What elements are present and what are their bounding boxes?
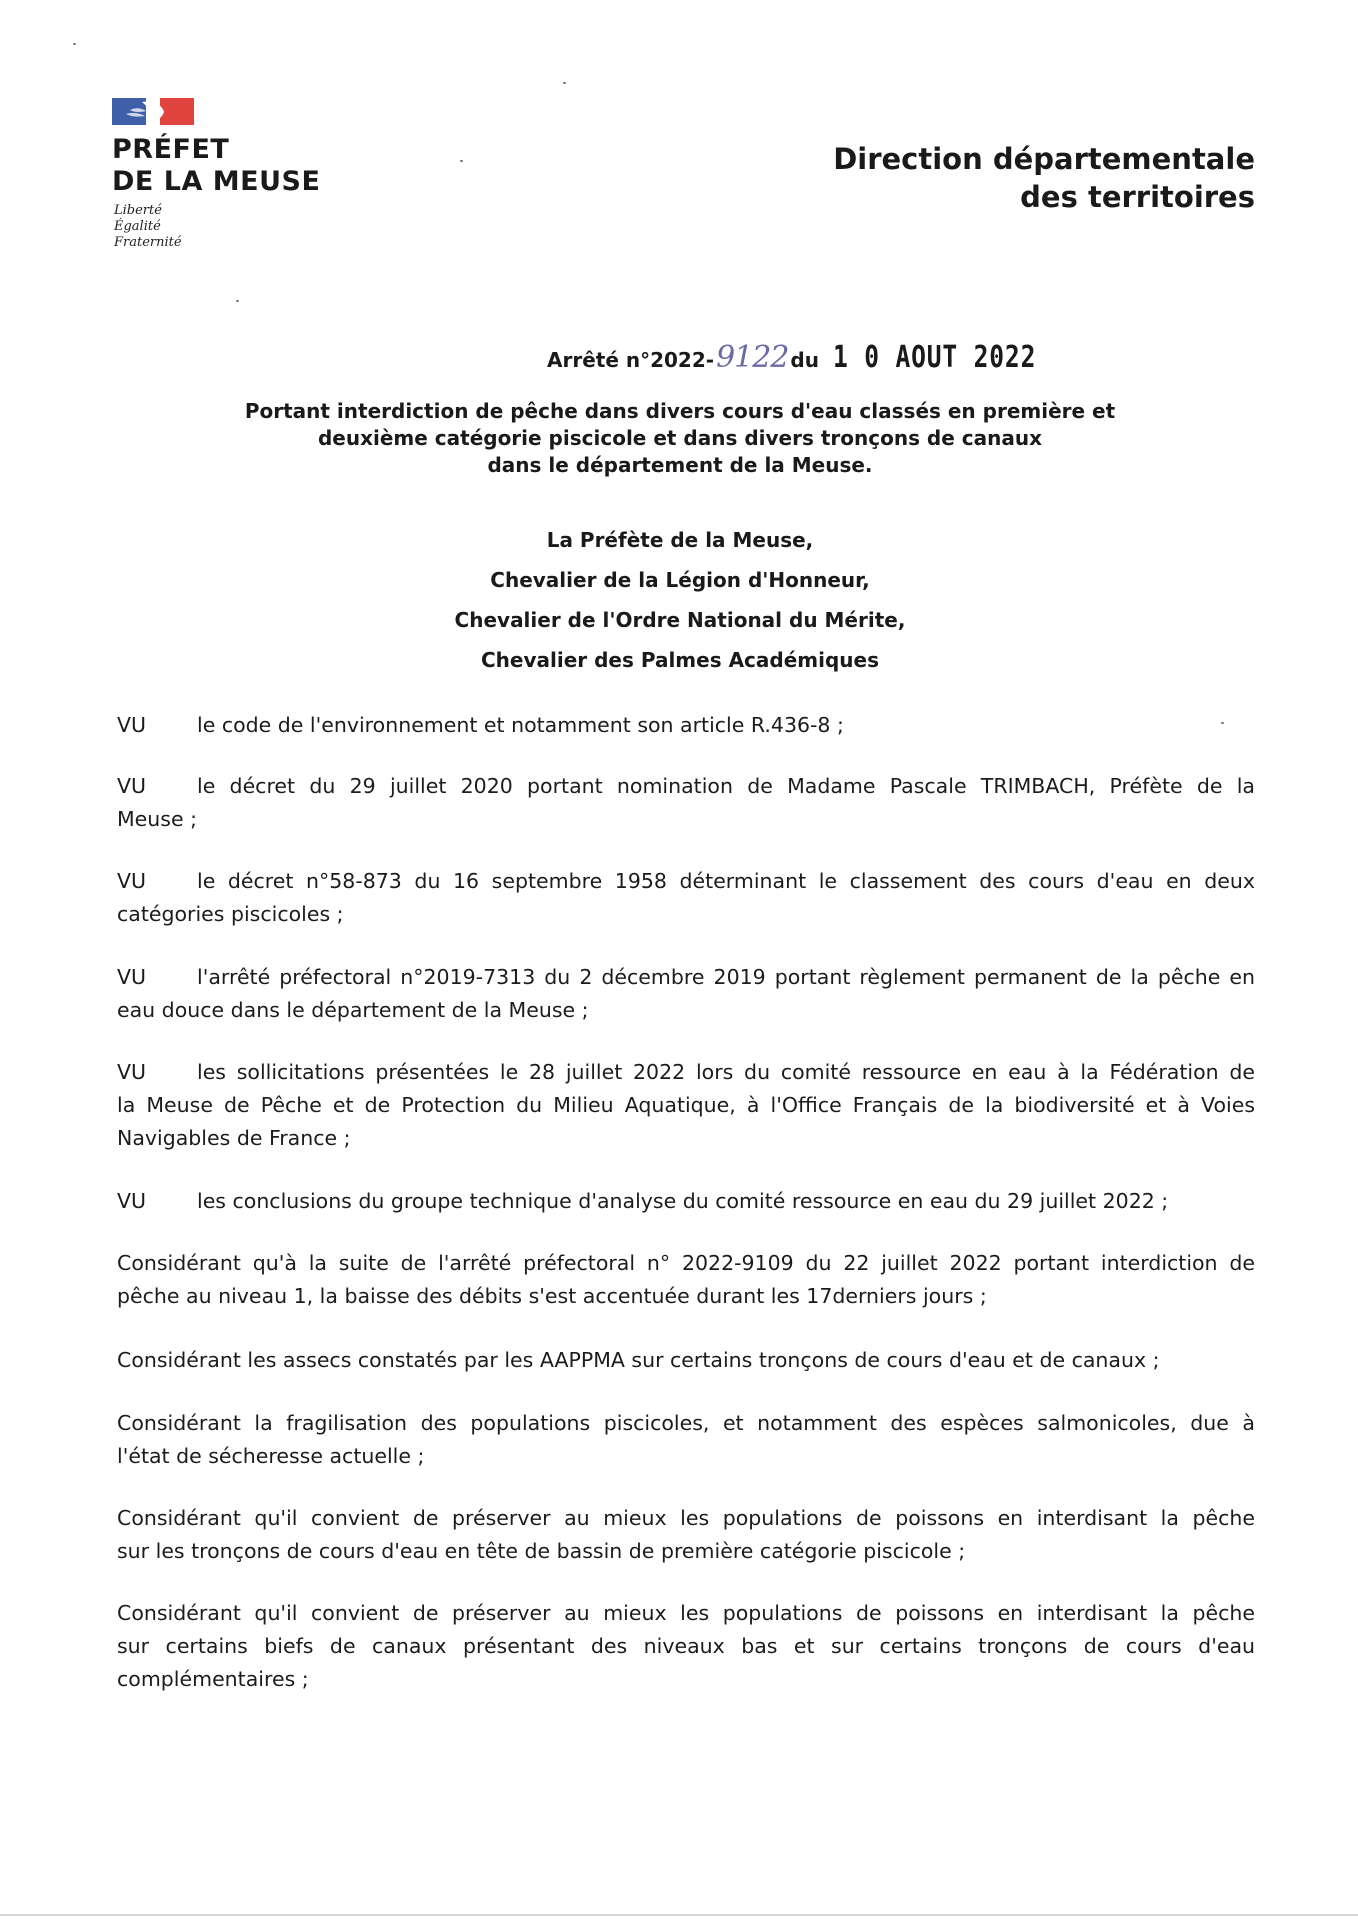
vu-paragraph <box>117 770 1255 836</box>
vu-label: VU <box>117 965 147 989</box>
portant-line: Portant interdiction de pêche dans divers cours d'eau classés en première et <box>244 399 1116 423</box>
portant-line: deuxième catégorie piscicole et dans divers tronçons de canaux <box>317 426 1043 450</box>
vu-line <box>117 1056 1255 1089</box>
prefete-titles <box>180 520 1180 680</box>
scan-speck <box>460 160 463 162</box>
considerant-paragraph <box>117 1407 1255 1473</box>
devise-egalite: Égalité <box>114 219 161 234</box>
vu-line <box>117 1185 1255 1218</box>
considerant-line: complémentaires ; <box>117 1667 309 1691</box>
vu-text: le décret n°58-873 du 16 septembre 1958 déterminant le classement des cours d'eau en deux <box>197 869 1255 893</box>
direction-heading <box>833 140 1255 216</box>
vu-line: la Meuse de Pêche et de Protection du Milieu Aquatique, à l'Office Français de la biodiversité et à Voies <box>117 1093 1255 1117</box>
title-line: Chevalier de la Légion d'Honneur, <box>490 568 870 592</box>
vu-line: Navigables de France ; <box>117 1126 351 1150</box>
arrete-title <box>547 340 1081 375</box>
vu-label: VU <box>117 869 147 893</box>
title-line: Chevalier des Palmes Académiques <box>480 648 880 672</box>
considerant-paragraph <box>117 1502 1255 1568</box>
direction-line-1: Direction départementale <box>833 142 1255 176</box>
considerant-paragraph <box>117 1344 1255 1377</box>
vu-line <box>117 770 1255 803</box>
considerant-line: Considérant les assecs constatés par les AAPPMA sur certains tronçons de cours d'eau et de canaux ; <box>117 1348 1160 1372</box>
vu-text: le décret du 29 juillet 2020 portant nomination de Madame Pascale TRIMBACH, Préfète de la <box>197 774 1255 798</box>
considerant-paragraph <box>117 1247 1255 1313</box>
vu-label: VU <box>117 774 147 798</box>
prefet-block <box>112 134 320 198</box>
arrete-number-handwritten: 9122 <box>716 340 789 375</box>
vu-label: VU <box>117 713 147 737</box>
considerant-paragraph <box>117 1597 1255 1696</box>
considerant-line: Considérant qu'à la suite de l'arrêté préfectoral n° 2022-9109 du 22 juillet 2022 portant interdiction de <box>117 1251 1255 1275</box>
scan-bottom-edge <box>0 1914 1358 1916</box>
vu-line <box>117 709 1255 742</box>
vu-paragraph <box>117 1185 1255 1218</box>
vu-line <box>117 961 1255 994</box>
title-line: La Préfète de la Meuse, <box>546 528 814 552</box>
devise <box>114 203 182 251</box>
vu-line: eau douce dans le département de la Meuse ; <box>117 998 589 1022</box>
vu-label: VU <box>117 1060 147 1084</box>
prefet-line-2: DE LA MEUSE <box>112 166 321 197</box>
prefet-line-1: PRÉFET <box>112 134 230 165</box>
devise-fraternite: Fraternité <box>114 235 182 250</box>
vu-text: l'arrêté préfectoral n°2019-7313 du 2 décembre 2019 portant règlement permanent de la pêche en <box>197 965 1255 989</box>
marianne-logo <box>112 96 196 127</box>
vu-paragraph <box>117 865 1255 931</box>
considerant-line: l'état de sécheresse actuelle ; <box>117 1444 425 1468</box>
vu-label: VU <box>117 1189 147 1213</box>
vu-line: Meuse ; <box>117 807 198 831</box>
direction-line-2: des territoires <box>1020 180 1255 214</box>
scan-speck <box>563 82 566 84</box>
vu-line: catégories piscicoles ; <box>117 902 344 926</box>
considerant-line: Considérant la fragilisation des populations piscicoles, et notamment des espèces salmonicoles, due à <box>117 1411 1255 1435</box>
vu-text: le code de l'environnement et notamment son article R.436-8 ; <box>197 713 844 737</box>
arrete-du: du <box>790 348 819 372</box>
vu-paragraph <box>117 709 1255 742</box>
date-stamp: 1 0 AOUT 2022 <box>832 340 1037 375</box>
scan-speck <box>1221 722 1224 724</box>
considerant-line: sur les tronçons de cours d'eau en tête de bassin de première catégorie piscicole ; <box>117 1539 966 1563</box>
devise-liberte: Liberté <box>114 203 162 218</box>
scan-speck <box>236 300 239 302</box>
arrete-prefix: Arrêté n°2022- <box>547 348 715 372</box>
vu-text: les conclusions du groupe technique d'analyse du comité ressource en eau du 29 juillet 2022 ; <box>197 1189 1169 1213</box>
vu-paragraph <box>117 961 1255 1027</box>
vu-text: les sollicitations présentées le 28 juillet 2022 lors du comité ressource en eau à la Fédération de <box>197 1060 1255 1084</box>
portant-subject <box>180 398 1180 479</box>
vu-paragraph <box>117 1056 1255 1155</box>
title-line: Chevalier de l'Ordre National du Mérite, <box>454 608 906 632</box>
scan-speck <box>73 43 76 45</box>
considerant-line: Considérant qu'il convient de préserver au mieux les populations de poissons en interdisant la pêche <box>117 1506 1255 1530</box>
considerant-line: sur certains biefs de canaux présentant des niveaux bas et sur certains tronçons de cours d'eau <box>117 1634 1255 1658</box>
considerant-line: pêche au niveau 1, la baisse des débits s'est accentuée durant les 17derniers jours ; <box>117 1284 987 1308</box>
portant-line: dans le département de la Meuse. <box>487 453 873 477</box>
considerant-line: Considérant qu'il convient de préserver au mieux les populations de poissons en interdisant la pêche <box>117 1601 1255 1625</box>
vu-line <box>117 865 1255 898</box>
